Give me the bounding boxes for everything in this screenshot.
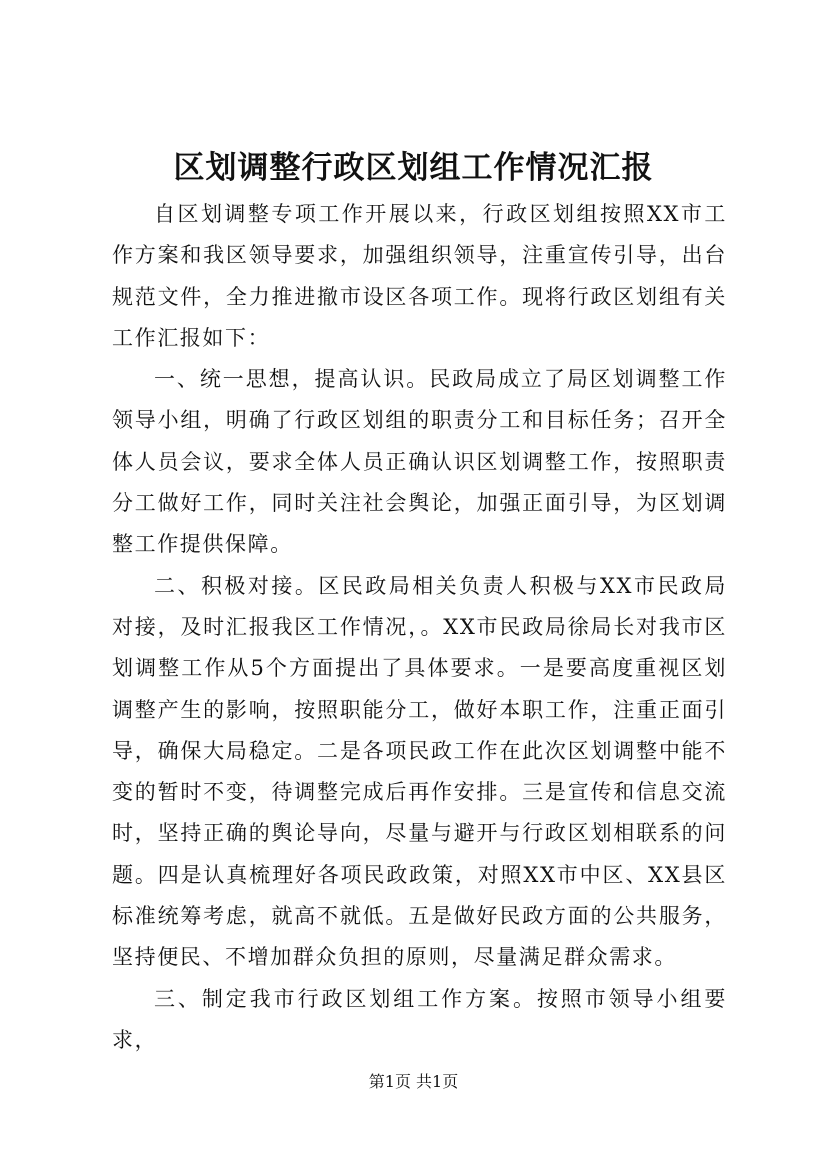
paragraph-section-1: 一、统一思想，提高认识。民政局成立了局区划调整工作领导小组，明确了行政区划组的职责分工和目标任务；召开全体人员会议，要求全体人员正确认识区划调整工作，按照职责分工做好工作，同时关注社会舆论，加强正面引导，为区划调整工作提供保障。: [112, 367, 727, 557]
document-title: 区划调整行政区划组工作情况汇报: [173, 150, 654, 186]
paragraph-section-2: 二、积极对接。区民政局相关负责人积极与XX市民政局对接，及时汇报我区工作情况，。XX市民政局徐局长对我市区划调整工作从5个方面提出了具体要求。一是要高度重视区划调整产生的影响，按照职能分工，做好本职工作，注重正面引导，确保大局稳定。二是各项民政工作在此次区划调整中能不变的暂时不变，待调整完成后再作安排。三是宣传和信息交流时，坚持正确的舆论导向，尽量与避开与行政区划相联系的问题。四是认真梳理好各项民政政策，对照XX市中区、XX县区标准统筹考虑，就高不就低。五是做好民政方面的公共服务，坚持便民、不增加群众负担的原则，尽量满足群众需求。: [112, 573, 727, 970]
document-body: [112, 194, 727, 1061]
paragraph-intro: 自区划调整专项工作开展以来，行政区划组按照XX市工作方案和我区领导要求，加强组织领导，注重宣传引导，出台规范文件，全力推进撤市设区各项工作。现将行政区划组有关工作汇报如下：: [112, 202, 727, 350]
paragraph-section-3: 三、制定我市行政区划组工作方案。按照市领导小组要求，: [112, 986, 727, 1052]
page-number-footer: 第1页 共1页: [368, 1072, 459, 1091]
